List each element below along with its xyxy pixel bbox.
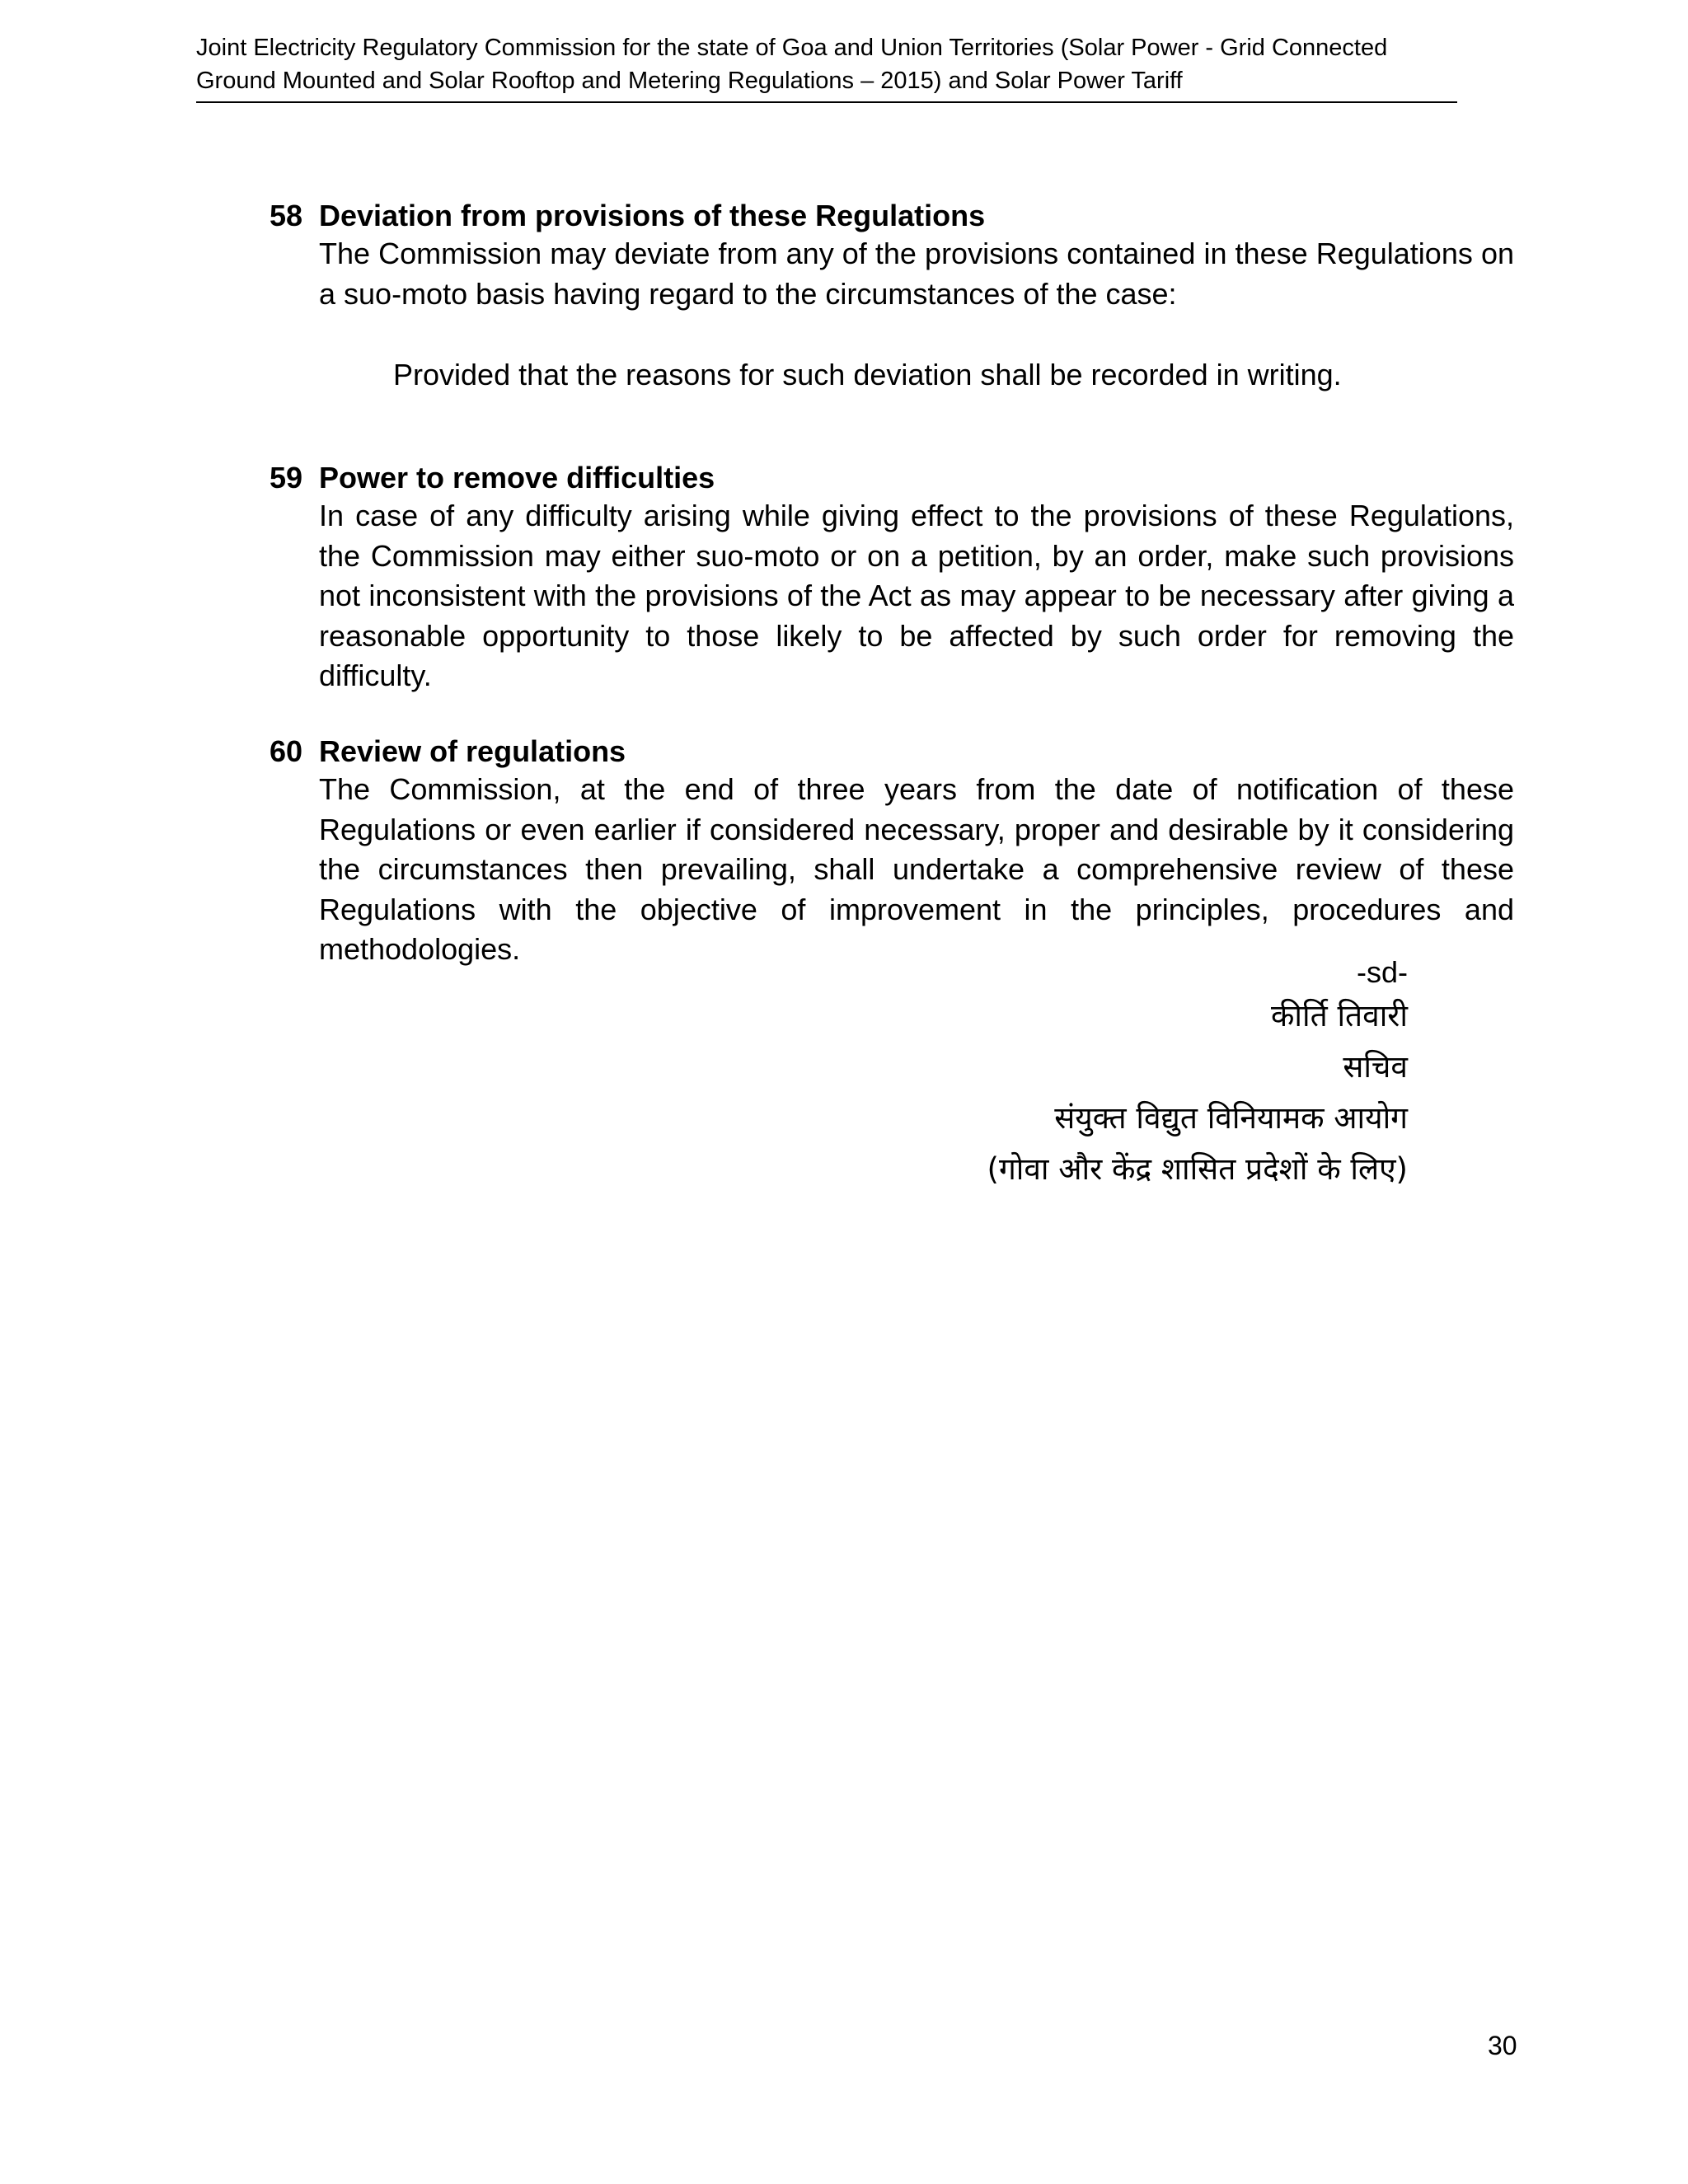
section-heading	[270, 733, 1514, 770]
signatory-organisation: संयुक्त विद्युत विनियामक आयोग	[1054, 1100, 1408, 1136]
page-number: 30	[1488, 2031, 1517, 2060]
header-line-1: Joint Electricity Regulatory Commission for the state of Goa and Union Territories (Solar Power - Grid Connected	[196, 35, 1388, 61]
section-body: The Commission, at the end of three years from the date of notification of these Regulations or even earlier if considered necessary, proper and desirable by it considering the circumstances then prevailing, shall undertake a comprehensive review of these Regulations with the objective of improvement in the principles, procedures and methodologies.	[319, 772, 1514, 966]
section-proviso: Provided that the reasons for such deviation shall be recorded in writing.	[393, 358, 1342, 391]
section-number: 59	[270, 461, 303, 494]
signature-block	[987, 954, 1408, 1195]
section-58	[270, 198, 1514, 395]
running-header	[196, 31, 1457, 103]
section-body: The Commission may deviate from any of the provisions contained in these Regulations on a suo-moto basis having regard to the circumstances of the case:	[319, 237, 1514, 311]
section-number: 58	[270, 199, 303, 232]
signatory-designation: सचिव	[1343, 1049, 1408, 1085]
section-title: Power to remove difficulties	[319, 461, 715, 494]
section-title: Review of regulations	[319, 734, 626, 768]
section-59	[270, 460, 1514, 696]
section-number: 60	[270, 734, 303, 768]
section-heading	[270, 198, 1514, 234]
section-heading	[270, 460, 1514, 496]
section-title: Deviation from provisions of these Regulations	[319, 199, 986, 232]
signature-sd: -sd-	[1357, 955, 1408, 989]
header-line-2: Ground Mounted and Solar Rooftop and Metering Regulations – 2015) and Solar Power Tariff	[196, 68, 1183, 94]
signatory-jurisdiction: (गोवा और केंद्र शासित प्रदेशों के लिए)	[987, 1151, 1408, 1187]
signatory-name: कीर्ति तिवारी	[1271, 998, 1408, 1033]
section-60	[270, 733, 1514, 970]
section-body: In case of any difficulty arising while giving effect to the provisions of these Regulations, the Commission may either suo-moto or on a petition, by an order, make such provisions not inconsistent with the provisions of the Act as may appear to be necessary after giving a reasonable opportunity to those likely to be affected by such order for removing the difficulty.	[319, 499, 1514, 692]
